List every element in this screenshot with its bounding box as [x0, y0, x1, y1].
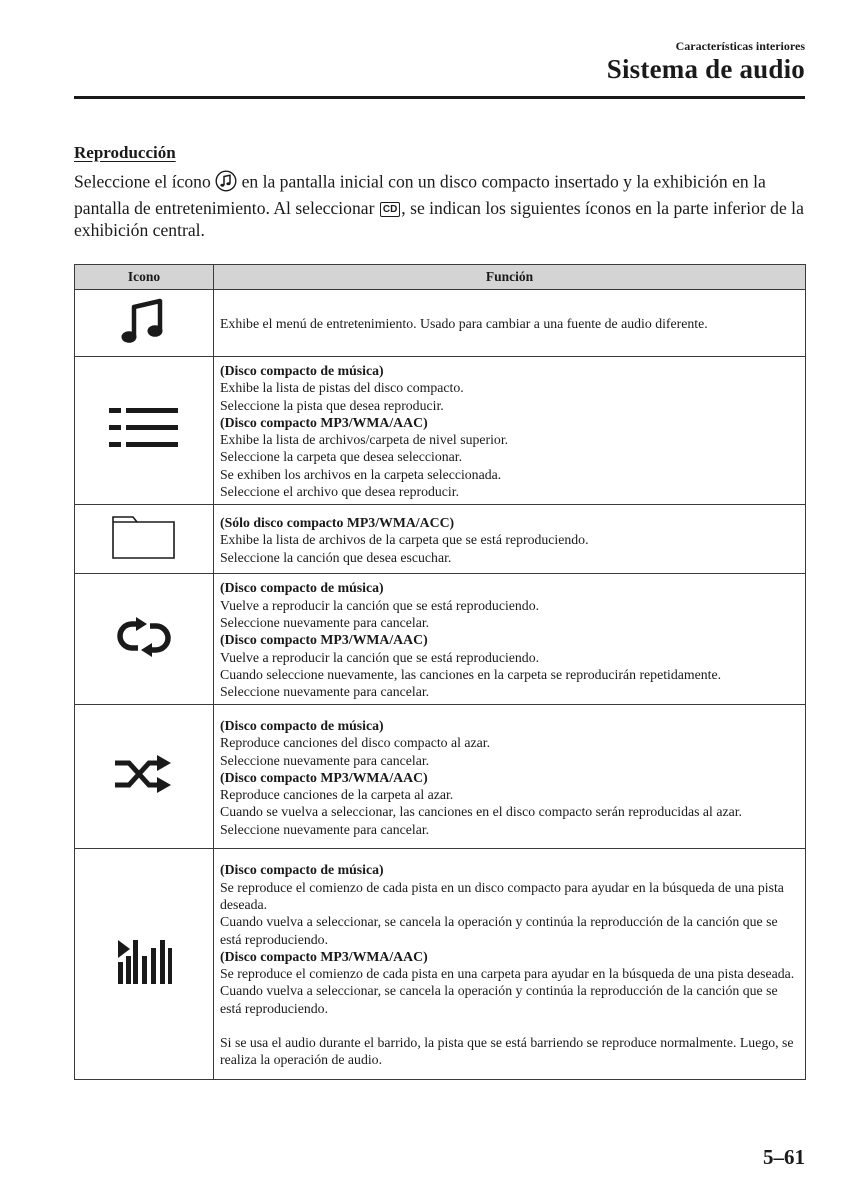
- music-note-icon: [120, 296, 168, 351]
- description-line: Seleccione la carpeta que desea seleccionar.: [220, 449, 463, 465]
- function-description-cell: [214, 505, 806, 574]
- icon-cell: [75, 357, 214, 505]
- icon-cell: [75, 505, 214, 574]
- disc-type-label: (Disco compacto de música): [220, 363, 384, 378]
- intro-paragraph: [74, 170, 809, 241]
- description-line: Seleccione nuevamente para cancelar.: [220, 752, 430, 768]
- scan-icon: [116, 939, 172, 990]
- description-line: Se exhiben los archivos en la carpeta seleccionada.: [220, 466, 502, 482]
- disc-type-label: (Disco compacto de música): [220, 580, 384, 596]
- description-line: Se reproduce el comienzo de cada pista en un disco compacto para ayudar en la búsqueda de una pista deseada.: [220, 879, 784, 912]
- disc-type-label: (Disco compacto de música): [220, 862, 384, 878]
- folder-icon: [111, 514, 177, 565]
- description-line: Cuando seleccione nuevamente, las canciones en la carpeta se reproducirán repetidamente.: [220, 666, 722, 682]
- disc-type-label: (Disco compacto de música): [220, 717, 384, 733]
- table-row: [75, 705, 806, 849]
- description-line: Exhibe la lista de archivos/carpeta de nivel superior.: [220, 432, 509, 448]
- disc-type-label: (Disco compacto MP3/WMA/AAC): [220, 769, 428, 785]
- icon-cell: [75, 849, 214, 1080]
- table-row: [75, 290, 806, 357]
- intro-text-part2: en la pantalla inicial con un disco compacto insertado y la exhibición en la pantalla de entretenimiento. Al seleccionar: [74, 171, 766, 218]
- table-row: [75, 574, 806, 705]
- description-line: Reproduce canciones del disco compacto al azar.: [220, 735, 491, 751]
- repeat-icon: [114, 617, 174, 662]
- title-divider: [74, 96, 805, 99]
- description-line: Exhibe la lista de archivos de la carpeta que se está reproduciendo.: [220, 532, 589, 548]
- icon-cell: [75, 290, 214, 357]
- page-number: 5–61: [763, 1145, 805, 1169]
- description-line: Exhibe el menú de entretenimiento. Usado para cambiar a una fuente de audio diferente.: [220, 315, 708, 331]
- description-line: Exhibe la lista de pistas del disco compacto.: [220, 380, 464, 396]
- function-description-cell: [214, 705, 806, 849]
- shuffle-icon: [113, 754, 175, 799]
- description-line: Vuelve a reproducir la canción que se está reproduciendo.: [220, 649, 540, 665]
- description-line: Seleccione el archivo que desea reproducir.: [220, 484, 460, 500]
- table-header-row: [75, 265, 806, 290]
- intro-text-part3: , se indican los siguientes íconos en la parte inferior de la exhibición central.: [74, 198, 804, 240]
- list-icon: [109, 406, 179, 455]
- description-line: Vuelve a reproducir la canción que se está reproduciendo.: [220, 597, 540, 613]
- description-line: Seleccione nuevamente para cancelar.: [220, 821, 430, 837]
- description-line: Si se usa el audio durante el barrido, la pista que se está barriendo se reproduce normalmente. Luego, se realiza la operación de audio.: [220, 1034, 794, 1068]
- column-header-function: Función: [214, 265, 806, 290]
- description-line: Reproduce canciones de la carpeta al azar.: [220, 787, 454, 803]
- description-line: Cuando vuelva a seleccionar, se cancela la operación y continúa la reproducción de la canción que se está reproduciendo.: [220, 914, 778, 947]
- function-table: [74, 264, 806, 1080]
- function-description-cell: [214, 290, 806, 357]
- icon-cell: [75, 705, 214, 849]
- description-line: Seleccione nuevamente para cancelar.: [220, 684, 430, 700]
- icon-cell: [75, 574, 214, 705]
- column-header-icon: Icono: [75, 265, 214, 290]
- description-line: Cuando se vuelva a seleccionar, las canciones en el disco compacto serán reproducidas al azar.: [220, 804, 742, 820]
- page-title: Sistema de audio: [606, 54, 805, 84]
- function-description-cell: [214, 574, 806, 705]
- paragraph-gap: [220, 1017, 799, 1034]
- section-label: Características interiores: [675, 39, 805, 53]
- table-row: [75, 849, 806, 1080]
- intro-text-part1: Seleccione el ícono: [74, 171, 216, 192]
- disc-type-label: (Sólo disco compacto MP3/WMA/ACC): [220, 514, 455, 530]
- description-line: Seleccione nuevamente para cancelar.: [220, 614, 430, 630]
- description-line: Se reproduce el comienzo de cada pista en una carpeta para ayudar en la búsqueda de una pista deseada.: [220, 966, 795, 982]
- disc-type-label: (Disco compacto MP3/WMA/AAC): [220, 632, 428, 648]
- disc-type-label: (Disco compacto MP3/WMA/AAC): [220, 948, 428, 964]
- disc-type-label: (Disco compacto MP3/WMA/AAC): [220, 414, 428, 430]
- description-line: Cuando vuelva a seleccionar, se cancela la operación y continúa la reproducción de la canción que se está reproduciendo.: [220, 983, 778, 1016]
- function-description-cell: [214, 357, 806, 505]
- music-circle-icon: [215, 170, 237, 197]
- description-line: Seleccione la pista que desea reproducir.: [220, 397, 444, 413]
- description-line: Seleccione la canción que desea escuchar.: [220, 549, 452, 565]
- table-row: [75, 357, 806, 505]
- cd-button-icon: CD: [380, 202, 400, 217]
- section-heading: Reproducción: [74, 143, 176, 162]
- function-description-cell: [214, 849, 806, 1080]
- table-row: [75, 505, 806, 574]
